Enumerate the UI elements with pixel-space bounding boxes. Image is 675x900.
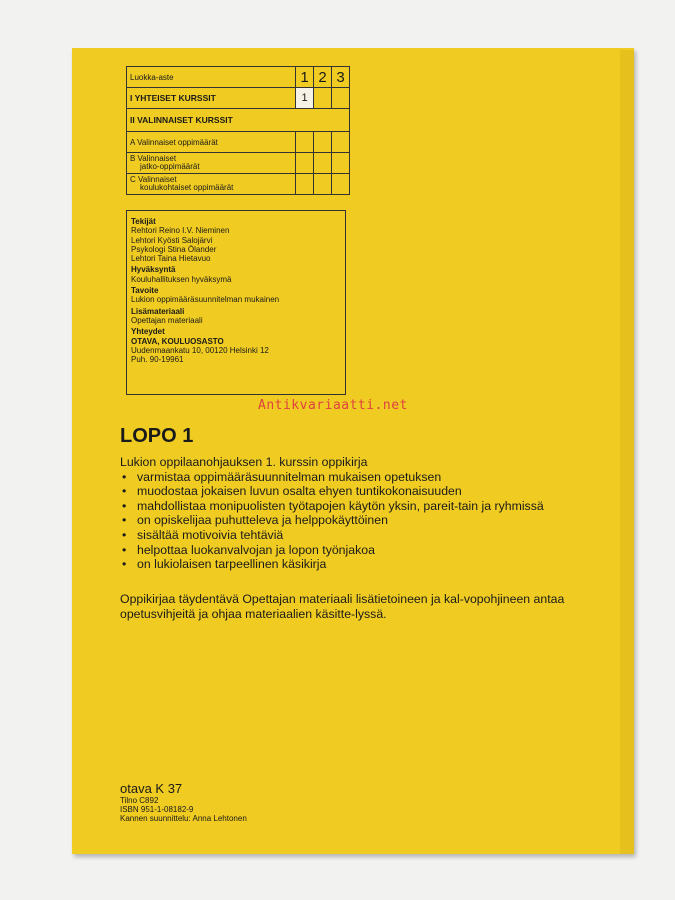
grid-cell bbox=[332, 132, 350, 153]
list-item: • mahdollistaa monipuolisten työtapojen käytön yksin, pareit-tain ja ryhmissä bbox=[120, 499, 590, 514]
grid-row-yhteiset-value: 1 bbox=[296, 88, 314, 109]
tavoite-text: Lukion oppimääräsuunnitelman mukainen bbox=[131, 295, 280, 305]
grid-year-1: 1 bbox=[296, 67, 314, 88]
grid-header-label: Luokka-aste bbox=[127, 67, 296, 88]
grid-row-c-line2: koulukohtaiset oppimäärät bbox=[140, 183, 234, 192]
grid-cell bbox=[332, 88, 350, 109]
list-item: • on lukiolaisen tarpeellinen käsikirja bbox=[120, 557, 590, 572]
grid-row-valinnaiset: II VALINNAISET KURSSIT bbox=[127, 109, 350, 132]
list-item: • on opiskelijaa puhutteleva ja helppokäyttöinen bbox=[120, 513, 590, 528]
author-1: Rehtori Reino I.V. Nieminen bbox=[131, 226, 230, 236]
info-box bbox=[126, 210, 346, 395]
grid-cell bbox=[296, 153, 314, 174]
teacher-material-paragraph: Oppikirjaa täydentävä Opettajan materiaali lisätietoineen ja kal-vopohjineen antaa opetusvihjeitä ja ohjaa materiaalien käsitte-lyssä. bbox=[120, 592, 565, 621]
feature-list bbox=[120, 470, 590, 572]
grid-row-b bbox=[127, 153, 296, 174]
grid-row-a: A Valinnaiset oppimäärät bbox=[127, 132, 296, 153]
lisamateriaali-heading: Lisämateriaali bbox=[131, 306, 185, 316]
course-grid bbox=[126, 66, 350, 195]
yhteydet-heading: Yhteydet bbox=[131, 327, 165, 337]
hyvaksynta-heading: Hyväksyntä bbox=[131, 265, 176, 275]
grid-cell bbox=[296, 132, 314, 153]
grid-row-b-line1: B Valinnaiset bbox=[130, 154, 177, 163]
grid-row-c-line1: C Valinnaiset bbox=[130, 175, 177, 184]
publisher-phone: Puh. 90-19961 bbox=[131, 355, 184, 365]
list-item: • sisältää motivoivia tehtäviä bbox=[120, 528, 590, 543]
lisamateriaali-text: Opettajan materiaali bbox=[131, 315, 203, 325]
author-4: Lehtori Taina Hietavuo bbox=[131, 254, 211, 264]
list-item: • helpottaa luokanvalvojan ja lopon työnjakoa bbox=[120, 543, 590, 558]
grid-cell bbox=[314, 132, 332, 153]
list-item: • muodostaa jokaisen luvun osalta ehyen tuntikokonaisuuden bbox=[120, 484, 590, 499]
seller-watermark: Antikvariaatti.net bbox=[258, 398, 408, 413]
grid-row-c bbox=[127, 174, 296, 195]
order-number: Tilno C892 bbox=[120, 796, 159, 805]
hyvaksynta-text: Kouluhallituksen hyväksymä bbox=[131, 274, 232, 284]
grid-cell bbox=[332, 174, 350, 195]
subtitle: Lukion oppilaanohjauksen 1. kurssin oppikirja bbox=[120, 455, 368, 469]
grid-cell bbox=[314, 153, 332, 174]
grid-row-b-line2: jatko-oppimäärät bbox=[140, 162, 200, 171]
isbn: ISBN 951-1-08182-9 bbox=[120, 805, 194, 814]
publisher-address: Uudenmaankatu 10, 00120 Helsinki 12 bbox=[131, 345, 269, 355]
grid-year-2: 2 bbox=[314, 67, 332, 88]
tavoite-heading: Tavoite bbox=[131, 286, 159, 296]
list-item: • varmistaa oppimääräsuunnitelman mukaisen opetuksen bbox=[120, 470, 590, 485]
grid-cell bbox=[314, 88, 332, 109]
book-spine-edge bbox=[620, 50, 634, 854]
author-2: Lehtori Kyösti Salojärvi bbox=[131, 235, 213, 245]
grid-year-3: 3 bbox=[332, 67, 350, 88]
grid-cell bbox=[332, 153, 350, 174]
grid-cell bbox=[296, 174, 314, 195]
footer bbox=[120, 782, 247, 823]
grid-cell bbox=[314, 174, 332, 195]
author-3: Psykologi Stina Ölander bbox=[131, 244, 217, 254]
book-title: LOPO 1 bbox=[120, 425, 194, 447]
tekijat-heading: Tekijät bbox=[131, 217, 156, 226]
grid-row-yhteiset: I YHTEISET KURSSIT bbox=[127, 88, 296, 109]
cover-design-credit: Kannen suunnittelu: Anna Lehtonen bbox=[120, 814, 247, 823]
product-code: otava K 37 bbox=[120, 781, 183, 796]
publisher-name: OTAVA, KOULUOSASTO bbox=[131, 336, 224, 346]
description bbox=[120, 455, 590, 572]
